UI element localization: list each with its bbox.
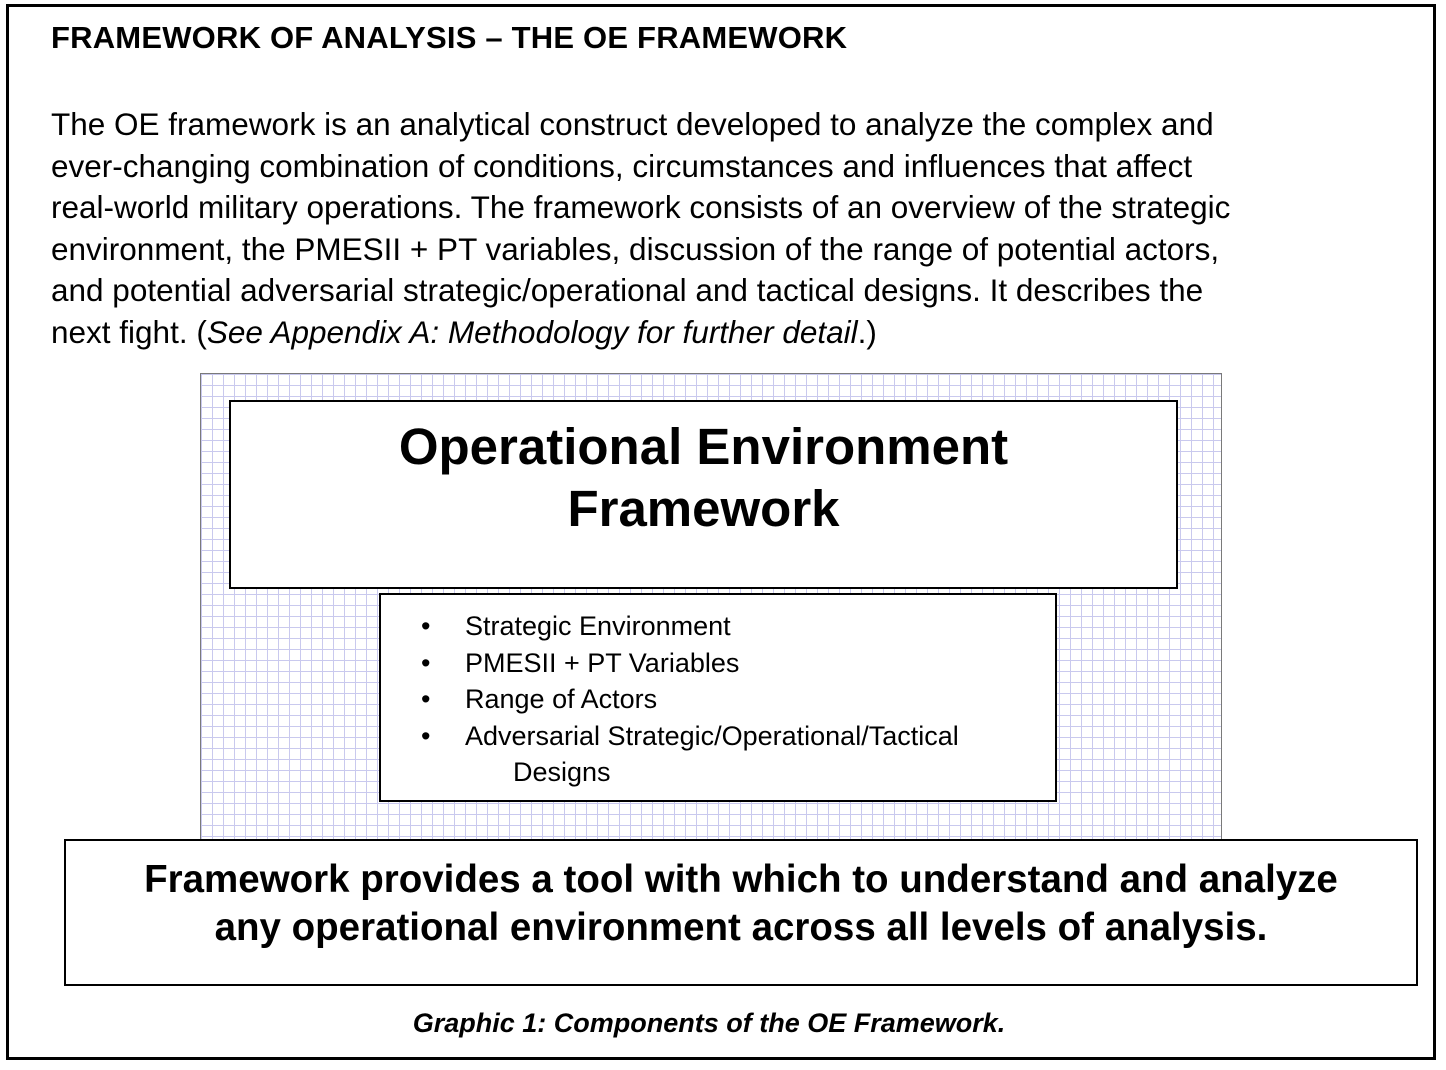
list-item <box>421 608 959 645</box>
paragraph-text: next fight. ( <box>51 313 207 350</box>
list-item-label: Range of Actors <box>465 684 658 714</box>
figure-caption: Graphic 1: Components of the OE Framework. <box>412 1008 1006 1038</box>
list-item-continuation: Designs <box>513 757 611 787</box>
appendix-reference: See Appendix A: Methodology for further detail <box>206 313 858 350</box>
list-item-label: Adversarial Strategic/Operational/Tactical <box>465 720 959 751</box>
bullet-icon: • <box>421 684 431 714</box>
paragraph-line: The OE framework is an analytical construct developed to analyze the complex and <box>51 106 1214 142</box>
summary-box <box>64 839 1418 986</box>
paragraph-line <box>51 312 1426 354</box>
diagram-title-line: Operational Environment <box>398 418 1009 475</box>
components-list-box <box>379 593 1057 802</box>
list-item <box>421 718 959 791</box>
bullet-icon: • <box>421 611 431 641</box>
bullet-icon: • <box>421 720 431 751</box>
paragraph-line: real-world military operations. The framework consists of an overview of the strategic <box>51 189 1231 225</box>
summary-line: Framework provides a tool with which to understand and analyze <box>144 858 1338 901</box>
intro-paragraph <box>51 104 1426 353</box>
paragraph-line: and potential adversarial strategic/operational and tactical designs. It describes the <box>51 272 1204 308</box>
paragraph-text: .) <box>857 313 877 350</box>
bullet-icon: • <box>421 647 431 678</box>
paragraph-line: environment, the PMESII + PT variables, discussion of the range of potential actors, <box>51 230 1220 267</box>
diagram-title-line: Framework <box>567 480 840 537</box>
section-heading: FRAMEWORK OF ANALYSIS – THE OE FRAMEWORK <box>51 20 848 55</box>
paragraph-line: ever-changing combination of conditions, circumstances and influences that affect <box>51 147 1193 184</box>
list-item <box>421 645 959 682</box>
diagram-title-box <box>229 400 1178 589</box>
list-item <box>421 681 959 718</box>
list-item-label: PMESII + PT Variables <box>465 647 740 678</box>
summary-line: any operational environment across all levels of analysis. <box>214 906 1268 949</box>
list-item-label: Strategic Environment <box>465 611 731 641</box>
components-list <box>421 608 959 791</box>
